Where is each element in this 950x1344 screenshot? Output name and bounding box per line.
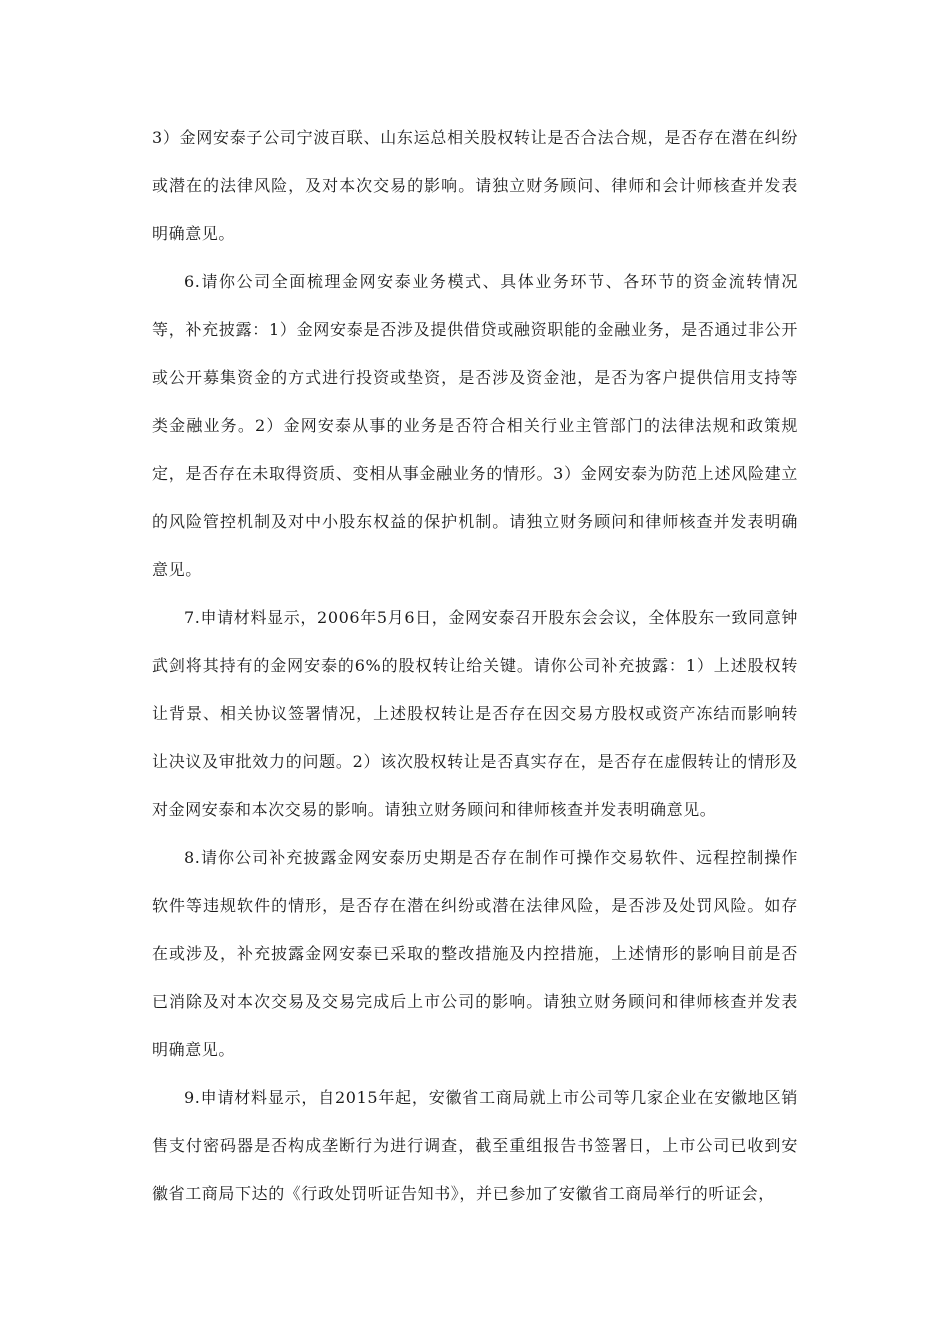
document-body xyxy=(152,114,798,1218)
paragraph-question-8: 8.请你公司补充披露金网安泰历史期是否存在制作可操作交易软件、远程控制操作软件等违规软件的情形，是否存在潜在纠纷或潜在法律风险，是否涉及处罚风险。如存在或涉及，补充披露金网安泰已采取的整改措施及内控措施，上述情形的影响目前是否已消除及对本次交易及交易完成后上市公司的影响。请独立财务顾问和律师核查并发表明确意见。 xyxy=(152,848,798,1059)
paragraph-question-9: 9.申请材料显示，自2015年起，安徽省工商局就上市公司等几家企业在安徽地区销售支付密码器是否构成垄断行为进行调查，截至重组报告书签署日，上市公司已收到安徽省工商局下达的《行政处罚听证告知书》，并已参加了安徽省工商局举行的听证会， xyxy=(152,1088,798,1203)
paragraph-question-7: 7.申请材料显示，2006年5月6日，金网安泰召开股东会会议，全体股东一致同意钟武剑将其持有的金网安泰的6%的股权转让给关键。请你公司补充披露：1）上述股权转让背景、相关协议签署情况，上述股权转让是否存在因交易方股权或资产冻结而影响转让决议及审批效力的问题。2）该次股权转让是否真实存在，是否存在虚假转让的情形及对金网安泰和本次交易的影响。请独立财务顾问和律师核查并发表明确意见。 xyxy=(152,608,798,819)
paragraph-item-3-continuation: 3）金网安泰子公司宁波百联、山东运总相关股权转让是否合法合规，是否存在潜在纠纷或潜在的法律风险，及对本次交易的影响。请独立财务顾问、律师和会计师核查并发表明确意见。 xyxy=(152,128,798,243)
paragraph-question-6: 6.请你公司全面梳理金网安泰业务模式、具体业务环节、各环节的资金流转情况等，补充披露：1）金网安泰是否涉及提供借贷或融资职能的金融业务，是否通过非公开或公开募集资金的方式进行投资或垫资，是否涉及资金池，是否为客户提供信用支持等类金融业务。2）金网安泰从事的业务是否符合相关行业主管部门的法律法规和政策规定，是否存在未取得资质、变相从事金融业务的情形。3）金网安泰为防范上述风险建立的风险管控机制及对中小股东权益的保护机制。请独立财务顾问和律师核查并发表明确意见。 xyxy=(152,272,798,579)
